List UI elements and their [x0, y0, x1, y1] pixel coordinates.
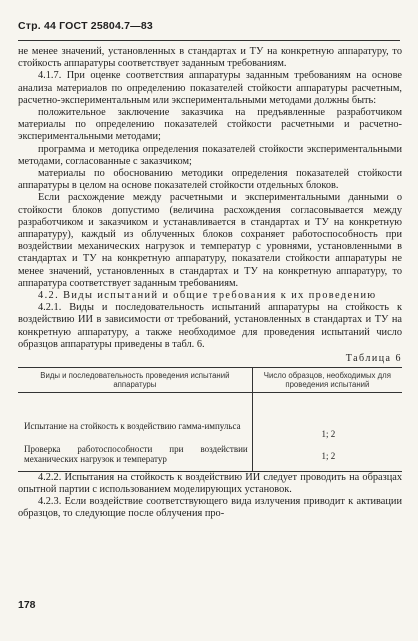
paragraph-4-2-1: 4.2.1. Виды и последовательность испытаний аппаратуры на стойкость к воздействию ИИ в зависимости от требований, установленных в стандартах и ТУ на конкретную аппаратуру, а также необходимое для проведения испытаний число образцов аппаратуры приведены в табл. 6.	[18, 302, 402, 350]
paragraph-program: программа и методика определения показателей стойкости экспериментальными методами, согласованные с заказчиком;	[18, 143, 402, 167]
section-heading-4-2: 4.2. Виды испытаний и общие требования к их проведению	[38, 290, 377, 302]
header-rule	[18, 40, 400, 41]
table-cell-count: 1; 2	[321, 429, 336, 440]
page-number: 178	[18, 599, 36, 611]
paragraph-conclusion: положительное заключение заказчика на предъявленные разработчиком материалы по определению показателей стойкости расчетными и расчетно-экспериментальными методами;	[18, 107, 402, 143]
table-cell-count: 1; 2	[252, 443, 402, 472]
tests-table	[18, 367, 402, 472]
paragraph-4-2-2: 4.2.2. Испытания на стойкость к воздействию ИИ следует проводить на образцах опытной партии с использованием моделирующих установок.	[18, 471, 402, 495]
paragraph-materials: материалы по обоснованию методики определения показателей стойкости аппаратуры в целом на основе показателей стойкости отдельных блоков.	[18, 168, 402, 192]
running-header: Стр. 44 ГОСТ 25804.7—83	[18, 20, 153, 32]
table-header-tests: Виды и последовательность проведения испытаний аппаратуры	[18, 368, 252, 393]
paragraph-4-2-3: 4.2.3. Если воздействие соответствующего вида излучения приводит к активации образцов, то следующие после облучения про-	[18, 496, 402, 520]
table-header-count: Число образцов, необходимых для проведения испытаний	[252, 368, 402, 393]
document-body	[18, 46, 402, 521]
table-cell-test: Проверка работоспособности при воздействии механических нагрузок и температур	[18, 443, 252, 472]
table-header-row	[18, 368, 402, 393]
table-cell-test: Испытание на стойкость к воздействию гамма-импульса	[18, 393, 252, 443]
table-row	[18, 443, 402, 472]
table-caption: Таблица 6	[345, 353, 402, 365]
paragraph-continuation: не менее значений, установленных в стандартах и ТУ на конкретную аппаратуру, то стойкость аппаратуры соответствует заданным требованиям.	[18, 46, 402, 70]
paragraph-4-1-7: 4.1.7. При оценке соответствия аппаратуры заданным требованиям на основе анализа материалов по определению показателей стойкости аппаратуры расчетным, расчетно-экспериментальным или экспериментальными методами должны быть:	[18, 70, 402, 106]
table-row	[18, 393, 402, 443]
paragraph-discrepancy: Если расхождение между расчетными и экспериментальными данными о стойкости блоков допустимо (величина расхождения согласовывается между разработчиком и заказчиком и устанавливается в стандартах и ТУ на конкретную аппаратуру), каждый из облученных блоков сохраняет работоспособность при воздействии механических нагрузок и температур с уровнями, установленными в стандартах и ТУ на конкретную аппаратуру, показатели стойкости аппаратуры не менее значений, установленных в стандартах и ТУ на конкретную аппаратуру, то аппаратура соответствует заданным требованиям.	[18, 192, 402, 289]
